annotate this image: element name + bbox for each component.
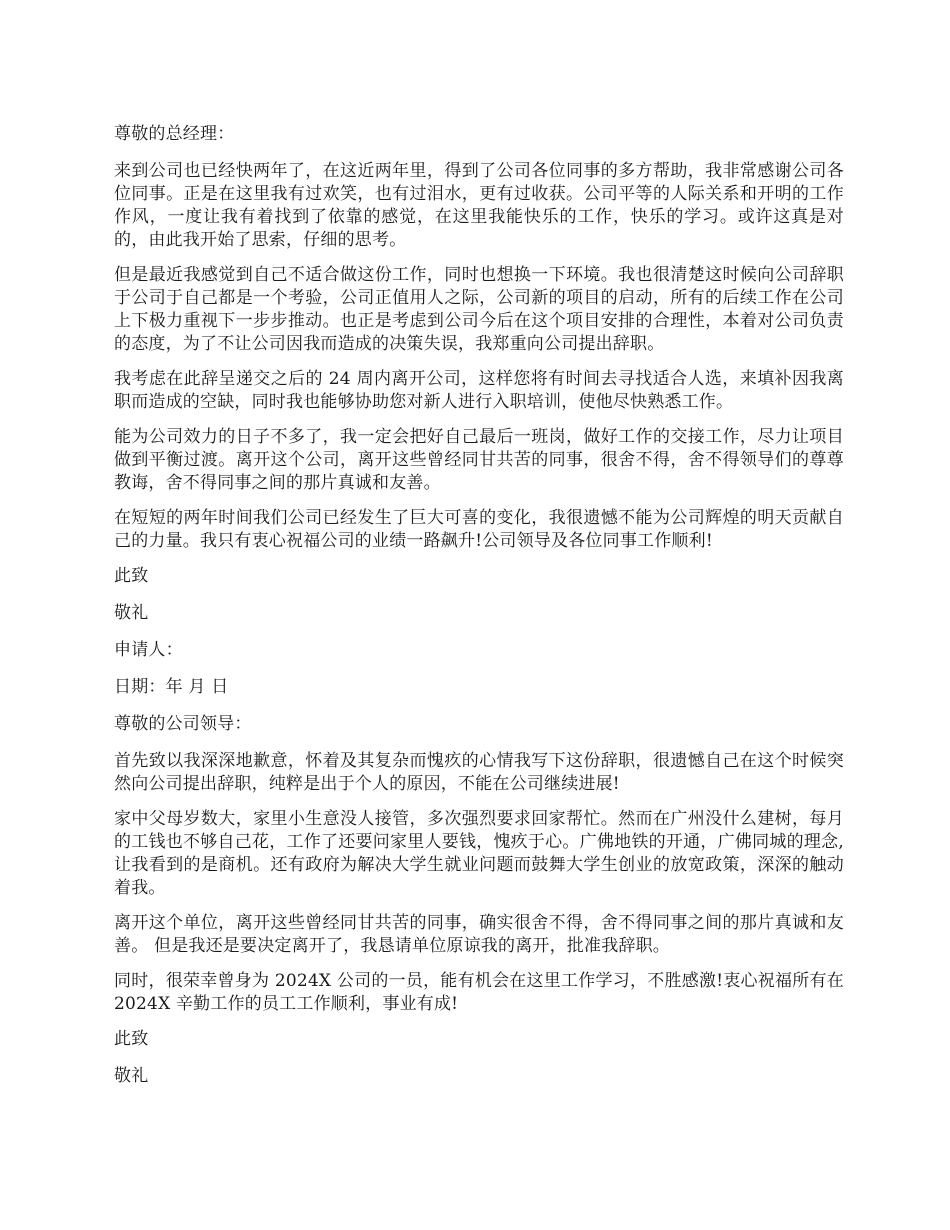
- closing-line: 敬礼: [114, 603, 149, 623]
- date-line: 日期：年 月 日: [114, 677, 229, 697]
- body-paragraph: 但是最近我感觉到自己不适合做这份工作，同时也想换一下环境。我也很清楚这时候向公司辞职于公司于自己都是一个考验，公司正值用人之际，公司新的项目的启动，所有的后续工作在公司上下极力重视下一步步推动。也正是考虑到公司今后在这个项目安排的合理性，本着对公司负责的态度，为了不让公司因我而造成的决策失误，我郑重向公司提出辞职。: [114, 265, 844, 354]
- body-paragraph: 同时，很荣幸曾身为 2024X 公司的一员，能有机会在这里工作学习，不胜感激!衷心祝福所有在 2024X 辛勤工作的员工工作顺利，事业有成!: [114, 971, 844, 1014]
- salutation: 尊敬的总经理：: [114, 124, 235, 144]
- body-paragraph: 首先致以我深深地歉意，怀着及其复杂而愧疚的心情我写下这份辞职，很遗憾自己在这个时候突然向公司提出辞职，纯粹是出于个人的原因，不能在公司继续进展!: [114, 751, 844, 794]
- document-page: [114, 123, 844, 1102]
- closing-line: 敬礼: [114, 1066, 149, 1086]
- body-paragraph: 能为公司效力的日子不多了，我一定会把好自己最后一班岗，做好工作的交接工作，尽力让项目做到平衡过渡。离开这个公司，离开这些曾经同甘共苦的同事，很舍不得，舍不得领导们的尊尊教诲，舍不得同事之间的那片真诚和友善。: [114, 427, 844, 493]
- salutation: 尊敬的公司领导：: [114, 714, 252, 734]
- body-paragraph: 来到公司也已经快两年了，在这近两年里，得到了公司各位同事的多方帮助，我非常感谢公司各位同事。正是在这里我有过欢笑，也有过泪水，更有过收获。公司平等的人际关系和开明的工作作风，一度让我有着找到了依靠的感觉，在这里我能快乐的工作，快乐的学习。或许这真是对的，由此我开始了思索，仔细的思考。: [114, 161, 844, 250]
- body-paragraph: 离开这个单位，离开这些曾经同甘共苦的同事，确实很舍不得，舍不得同事之间的那片真诚和友善。 但是我还是要决定离开了，我恳请单位原谅我的离开，批准我辞职。: [114, 913, 844, 956]
- body-paragraph: 在短短的两年时间我们公司已经发生了巨大可喜的变化，我很遗憾不能为公司辉煌的明天贡献自己的力量。我只有衷心祝福公司的业绩一路飙升!公司领导及各位同事工作顺利!: [114, 508, 844, 551]
- body-paragraph: 家中父母岁数大，家里小生意没人接管，多次强烈要求回家帮忙。然而在广州没什么建树，每月的工钱也不够自己花，工作了还要问家里人要钱，愧疚于心。广佛地铁的开通，广佛同城的理念,让我看到的是商机。还有政府为解决大学生就业问题而鼓舞大学生创业的放宽政策，深深的触动着我。: [114, 809, 844, 898]
- closing-line: 此致: [114, 566, 149, 586]
- applicant-line: 申请人：: [114, 640, 183, 660]
- closing-line: 此致: [114, 1029, 149, 1049]
- body-paragraph: 我考虑在此辞呈递交之后的 24 周内离开公司，这样您将有时间去寻找适合人选，来填补因我离职而造成的空缺，同时我也能够协助您对新人进行入职培训，使他尽快熟悉工作。: [114, 369, 844, 412]
